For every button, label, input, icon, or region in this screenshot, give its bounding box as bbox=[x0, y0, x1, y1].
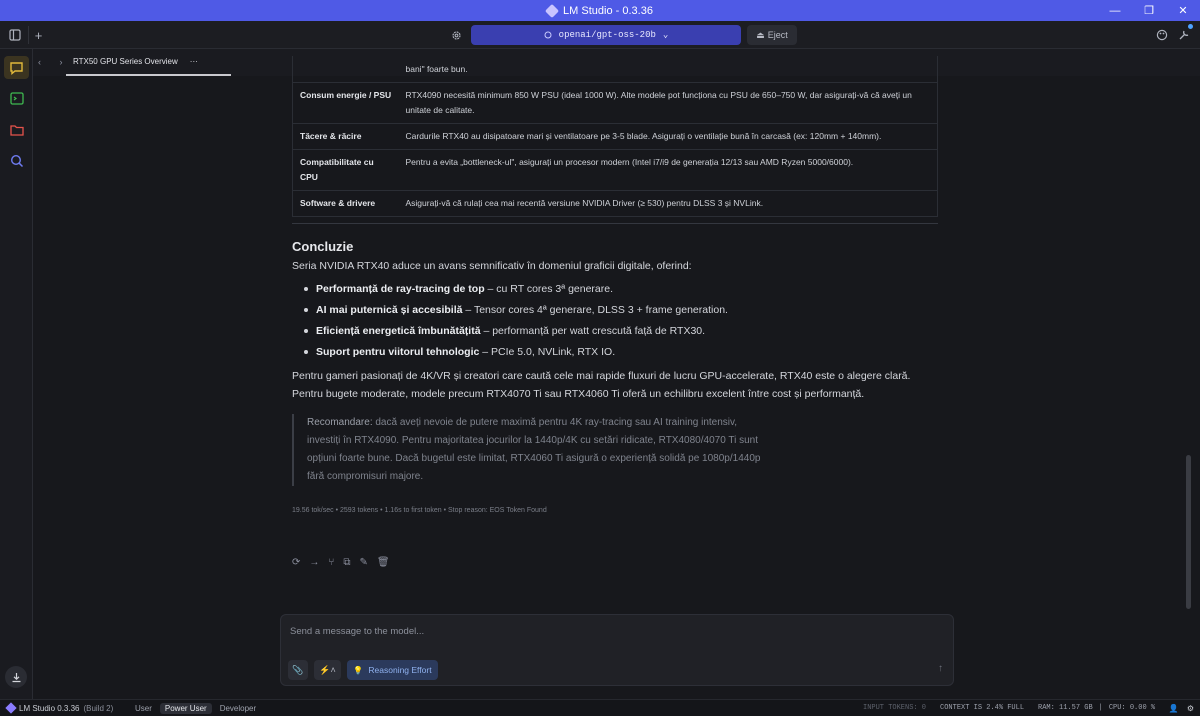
mode-power-user[interactable]: Power User bbox=[160, 703, 212, 714]
summary-paragraph: Pentru gameri pasionați de 4K/VR și creatori care caută cele mai rapide fluxuri de lucru GPU-accelerate, RTX40 este o alegere clară. Pentru bugete moderate, modele precum RTX4070 Ti sau RTX4060 Ti oferă un echilibru excelent între cost și performanță. bbox=[292, 370, 911, 400]
table-row bbox=[293, 150, 938, 191]
chat-content bbox=[33, 64, 1185, 612]
chevron-down-icon: ⌄ bbox=[662, 30, 669, 40]
table-key: Tăcere & răcire bbox=[293, 124, 399, 150]
divider bbox=[292, 223, 938, 224]
bulb-icon: 💡 bbox=[353, 665, 364, 675]
send-icon[interactable]: ↑ bbox=[938, 663, 943, 674]
branch-icon[interactable]: ⑂ bbox=[328, 557, 335, 568]
table-key: Consum energie / PSU bbox=[293, 83, 399, 124]
app-logo-icon bbox=[5, 702, 16, 713]
nav-arrows[interactable]: ‹ › bbox=[38, 57, 71, 67]
left-sidebar bbox=[0, 49, 33, 699]
table-cell: Asigurați-vă că rulați cea mai recentă versiune NVIDIA Driver (≥ 530) pentru DLSS 3 și NVLink. bbox=[399, 191, 938, 217]
table-row bbox=[293, 83, 938, 124]
list-item: Eficiență energetică îmbunătățită – performanță per watt crescută față de RTX30. bbox=[304, 320, 728, 341]
delete-icon[interactable]: 🗑 bbox=[376, 557, 390, 568]
generation-stats: 19.56 tok/sec • 2593 tokens • 1.16s to first token • Stop reason: EOS Token Found bbox=[292, 507, 547, 514]
tab-chat[interactable]: RTX50 GPU Series Overview ··· bbox=[66, 49, 231, 76]
bullet-list bbox=[304, 278, 728, 362]
new-chat-icon[interactable]: + bbox=[28, 26, 46, 44]
resource-metrics: INPUT TOKENS: 0 CONTEXT IS 2.4% FULL RAM: 11.57 GB | CPU: 0.00 % bbox=[863, 704, 1156, 712]
settings-icon[interactable]: ⚙ bbox=[1186, 703, 1194, 713]
tools-icon[interactable] bbox=[1175, 26, 1193, 44]
status-icons bbox=[1169, 704, 1194, 713]
table-row bbox=[293, 191, 938, 217]
continue-icon[interactable]: → bbox=[309, 557, 320, 568]
mode-user[interactable]: User bbox=[135, 703, 152, 713]
list-item: AI mai puternică și accesibilă – Tensor cores 4ª generare, DLSS 3 + frame generation. bbox=[304, 299, 728, 320]
restore-icon[interactable]: ❐ bbox=[1144, 5, 1154, 17]
toggle-sidebar-icon[interactable] bbox=[6, 26, 24, 44]
list-item: Suport pentru viitorul tehnologic – PCIe 5.0, NVLink, RTX IO. bbox=[304, 341, 728, 362]
title-bar bbox=[0, 0, 1200, 21]
plugin-icon[interactable]: ⚡˄ bbox=[314, 660, 341, 680]
copy-icon[interactable]: ⧉ bbox=[343, 557, 351, 568]
notification-dot bbox=[1188, 24, 1193, 29]
reasoning-effort-button[interactable]: 💡 Reasoning Effort bbox=[347, 660, 438, 680]
table-key: Software & drivere bbox=[293, 191, 399, 217]
table-key: Compatibilitate cu CPU bbox=[293, 150, 399, 191]
edit-icon[interactable]: ✎ bbox=[359, 557, 368, 568]
table-cell: RTX4090 necesită minimum 850 W PSU (ideal 1000 W). Alte modele pot funcționa cu PSU de 650–750 W, dar asigurați-vă că aveți un unitate de calitate. bbox=[399, 83, 938, 124]
mode-switcher bbox=[130, 703, 261, 714]
close-icon[interactable]: ✕ bbox=[1178, 5, 1188, 17]
eject-button[interactable]: ⏏ Eject bbox=[747, 25, 797, 45]
list-item: Performanță de ray-tracing de top – cu RT cores 3ª generare. bbox=[304, 278, 728, 299]
folder-icon[interactable] bbox=[4, 118, 29, 141]
mode-developer[interactable]: Developer bbox=[219, 703, 257, 713]
message-composer bbox=[280, 614, 954, 686]
chat-icon[interactable] bbox=[4, 56, 29, 79]
status-bar bbox=[0, 699, 1200, 716]
table-cell: Pentru a evita „bottleneck-ul", asigurați un procesor modern (Intel i7/i9 de generația 12/13 sau AMD Ryzen 5000/6000). bbox=[399, 150, 938, 191]
download-icon[interactable] bbox=[5, 666, 27, 688]
recommendation-quote: Recomandare: dacă aveți nevoie de putere maximă pentru 4K ray-tracing sau AI training intensiv, investiți în RTX4090. Pentru majoritatea jocurilor la 1440p/4K cu setări ridicate, RTX4080/4070 Ti sunt opțiuni foarte bune. Dacă bugetul este limitat, RTX4060 Ti asigură o experiență solidă pe 1080p/1440p fără compromisuri majore. bbox=[292, 414, 772, 486]
message-actions bbox=[292, 557, 390, 568]
terminal-icon[interactable] bbox=[4, 87, 29, 110]
search-icon[interactable] bbox=[4, 149, 29, 172]
table-row bbox=[293, 124, 938, 150]
scrollbar[interactable] bbox=[1186, 455, 1191, 609]
model-selector[interactable]: openai/gpt-oss-20b ⌄ bbox=[471, 25, 741, 45]
model-icon bbox=[544, 31, 552, 39]
section-heading: Concluzie bbox=[292, 239, 354, 254]
user-icon[interactable]: 👤 bbox=[1168, 703, 1179, 713]
app-version: LM Studio 0.3.36 (Build 2) bbox=[7, 704, 113, 713]
appearance-icon[interactable] bbox=[1153, 26, 1171, 44]
attach-icon[interactable]: 📎 bbox=[288, 660, 308, 680]
eject-icon: ⏏ bbox=[756, 29, 765, 40]
tab-more-icon[interactable]: ··· bbox=[189, 57, 198, 66]
window-title: LM Studio - 0.3.36 bbox=[547, 5, 653, 17]
spec-table bbox=[292, 56, 938, 217]
message-input[interactable]: Send a message to the model... bbox=[290, 626, 425, 637]
intro-paragraph: Seria NVIDIA RTX40 aduce un avans semnificativ în domeniul graficii digitale, oferind: bbox=[292, 260, 692, 272]
table-cell: Cardurile RTX40 au disipatoare mari și ventilatoare pe 3-5 blade. Asigurați o ventilație bună în carcasă (ex: 120mm + 140mm). bbox=[399, 124, 938, 150]
minimize-icon[interactable]: — bbox=[1109, 4, 1121, 17]
regenerate-icon[interactable]: ⟳ bbox=[292, 557, 301, 568]
table-row bbox=[293, 56, 938, 83]
settings-gear-icon[interactable] bbox=[447, 26, 465, 44]
table-cell: bani" foarte bun. bbox=[405, 64, 468, 74]
window-controls bbox=[1098, 0, 1200, 21]
app-logo-icon bbox=[545, 3, 559, 17]
